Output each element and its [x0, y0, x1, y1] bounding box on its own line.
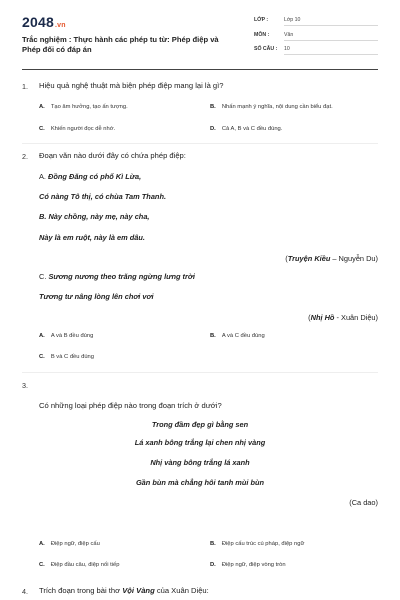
passage-text: Sương nương theo trăng ngừng lưng trời [48, 272, 195, 281]
option-c[interactable] [39, 562, 119, 568]
passage-line [39, 172, 141, 181]
option-key: A. [39, 541, 45, 547]
source-work: Truyện Kiều [287, 254, 331, 263]
document-title: Trắc nghiệm : Thực hành các phép tu từ: Phép điệp và Phép đối có đáp án [22, 35, 219, 54]
question-separator [22, 372, 378, 373]
option-key: C. [39, 354, 45, 360]
meta-count-value: 10 [284, 46, 290, 52]
option-text: A và B đều đúng [50, 333, 94, 339]
meta-subject-value: Văn [284, 32, 294, 38]
option-c[interactable] [39, 354, 94, 360]
question-number: 2. [22, 152, 28, 161]
site-logo[interactable] [22, 14, 66, 30]
meta-count [254, 46, 378, 56]
meta-class-value: Lớp 10 [284, 17, 301, 23]
question-text: Hiệu quả nghệ thuật mà biện phép điệp mang lại là gì? [39, 81, 224, 90]
question-1 [22, 80, 378, 140]
option-b[interactable] [210, 333, 265, 339]
option-key: C. [39, 562, 45, 568]
option-key: D. [210, 126, 216, 132]
option-b[interactable] [210, 541, 304, 547]
question-work-title: Vội Vàng [122, 586, 155, 595]
question-number: 3. [22, 381, 28, 390]
option-text: Điệp đầu câu, điệp nối tiếp [50, 562, 120, 568]
option-d[interactable] [210, 126, 282, 132]
poem-source: (Ca dao) [349, 498, 378, 507]
source-author: – Nguyễn Du) [330, 254, 378, 263]
header-divider [22, 69, 378, 70]
question-text: Có những loại phép điệp nào trong đoạn trích ở dưới? [39, 401, 222, 410]
document-header [0, 0, 400, 66]
option-key: D. [210, 562, 216, 568]
option-prefix: C. [39, 272, 49, 281]
source-work: Nhị Hồ [310, 313, 335, 322]
passage-line [39, 272, 195, 281]
question-3 [22, 379, 378, 579]
poem-line: Trong đầm đẹp gì bằng sen [151, 420, 249, 429]
meta-subject [254, 32, 378, 42]
passage-line: Có nàng Tô thị, có chùa Tam Thanh. [39, 192, 167, 201]
passage-line: B. Này chồng, này mẹ, này cha, [39, 212, 150, 221]
option-a[interactable] [39, 541, 100, 547]
question-number: 1. [22, 82, 28, 91]
question-text-before: Trích đoạn trong bài thơ [39, 586, 123, 595]
option-text: Cả A, B và C đều đúng. [221, 126, 283, 132]
option-d[interactable] [210, 562, 286, 568]
logo-text: 2048 [22, 14, 54, 30]
option-text: Điệp cấu trúc cú pháp, điệp ngữ [221, 541, 305, 547]
question-text: Đoạn văn nào dưới đây có chứa phép điệp: [39, 151, 186, 160]
option-text: Khiến người đọc dễ nhớ. [50, 126, 116, 132]
passage-line: Tương tư nâng lòng lên chơi vơi [39, 292, 154, 301]
question-2 [22, 150, 378, 370]
passage-line: Này là em ruột, này là em dâu. [39, 233, 145, 242]
option-a[interactable] [39, 333, 93, 339]
question-separator [22, 143, 378, 144]
meta-class [254, 17, 378, 27]
option-key: B. [210, 104, 216, 110]
source-author: - Xuân Diệu) [334, 313, 378, 322]
question-text-after: của Xuân Diệu: [154, 586, 209, 595]
option-key: C. [39, 126, 45, 132]
option-text: Điệp ngữ, điệp vòng tròn [221, 562, 286, 568]
poem-line: Gần bùn mà chẳng hôi tanh mùi bùn [135, 478, 265, 487]
meta-underline [284, 25, 378, 26]
meta-underline [284, 54, 378, 55]
option-prefix: A. [39, 172, 49, 181]
option-key: B. [210, 541, 216, 547]
meta-subject-label: MÔN : [254, 32, 270, 38]
option-c[interactable] [39, 126, 115, 132]
option-text: Tạo âm hưởng, tạo ấn tượng. [50, 104, 128, 110]
option-key: A. [39, 333, 45, 339]
option-key: A. [39, 104, 45, 110]
option-b[interactable] [210, 104, 333, 110]
meta-class-label: LỚP : [254, 17, 269, 23]
option-text: Điệp ngữ, điệp cấu [50, 541, 100, 547]
option-a[interactable] [39, 104, 128, 110]
logo-suffix: .vn [54, 22, 66, 29]
option-key: B. [210, 333, 216, 339]
passage-source: (Nhị Hồ - Xuân Diệu) [308, 313, 378, 322]
passage-text: Đồng Đăng có phố Kì Lừa, [48, 172, 142, 181]
question-text [39, 586, 209, 595]
poem-line: Nhị vàng bông trắng lá xanh [150, 458, 250, 467]
meta-count-label: SỐ CÂU : [254, 46, 278, 52]
option-text: Nhấn mạnh ý nghĩa, nội dung cần biểu đạt. [221, 104, 333, 110]
question-4 [22, 586, 378, 598]
passage-source: (Truyện Kiều – Nguyễn Du) [285, 254, 378, 263]
option-text: B và C đều đúng [50, 354, 94, 360]
option-text: A và C đều đúng [221, 333, 265, 339]
meta-underline [284, 40, 378, 41]
question-number: 4. [22, 587, 28, 596]
poem-line: Lá xanh bông trắng lại chen nhị vàng [134, 438, 266, 447]
